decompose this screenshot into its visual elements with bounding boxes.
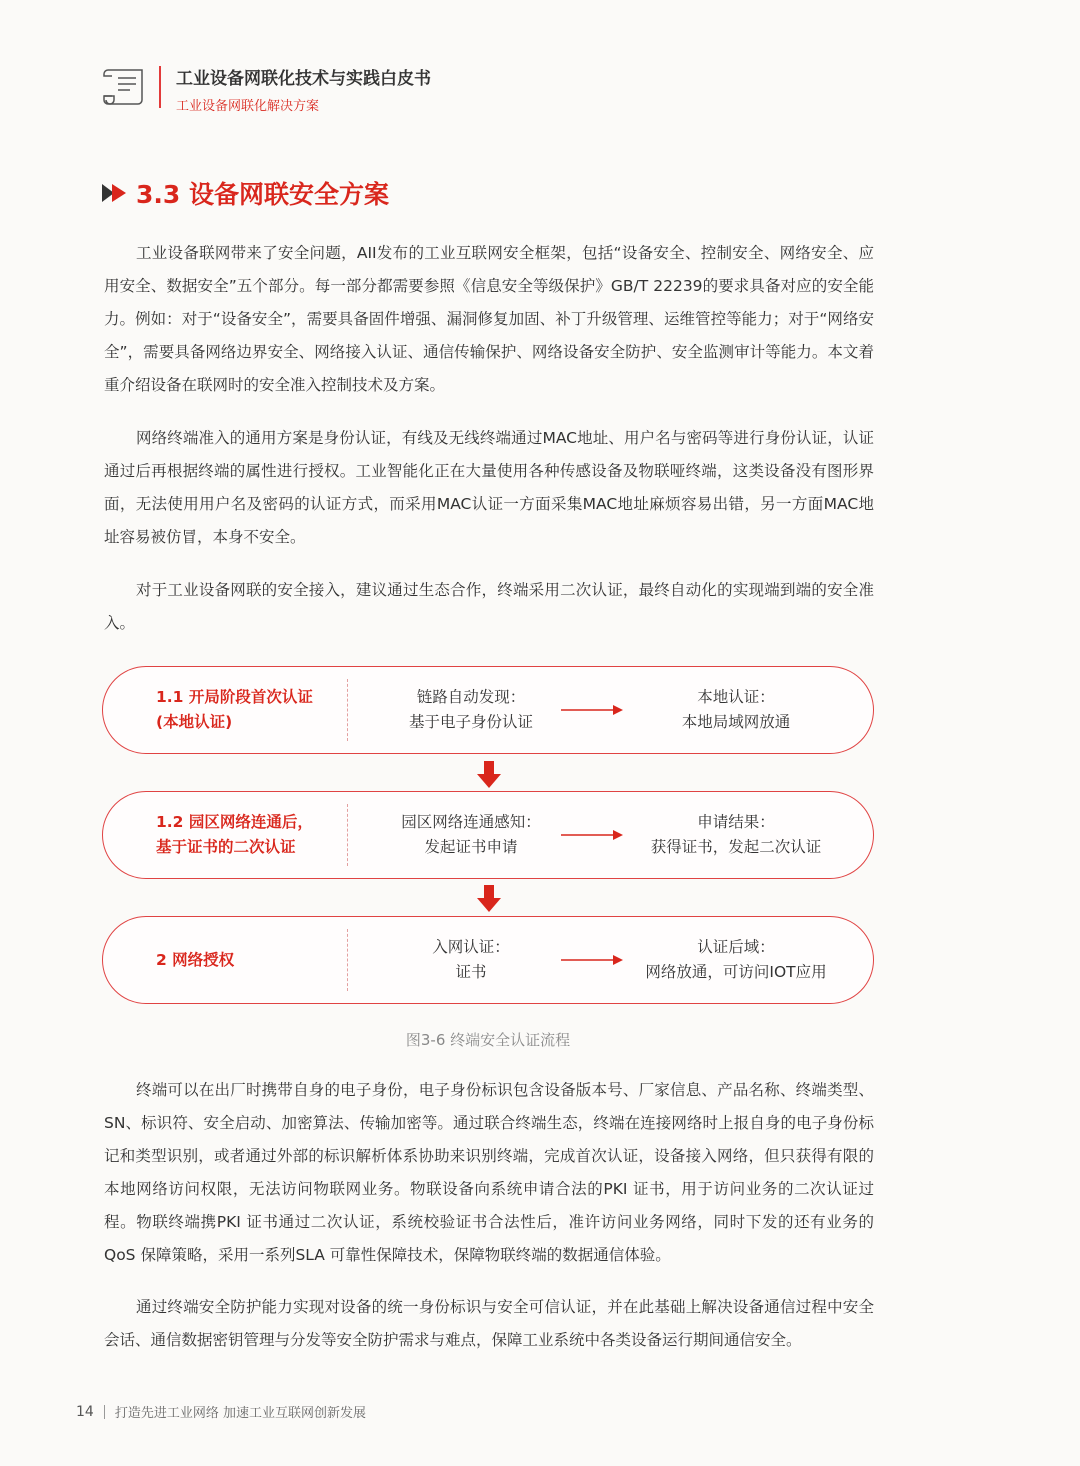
double-arrow-icon xyxy=(102,182,130,204)
flow-result-title: 认证后域： xyxy=(697,938,775,956)
flow-action-title: 入网认证： xyxy=(432,938,510,956)
paragraph-5: 通过终端安全防护能力实现对设备的统一身份标识与安全可信认证，并在此基础上解决设备通信过程中安全会话、通信数据密钥管理与分发等安全防护需求与难点，保障工业系统中各类设备运行期间通信安全。 xyxy=(104,1298,874,1349)
flow-result-detail: 网络放通，可访问IOT应用 xyxy=(645,963,827,981)
down-arrow-icon xyxy=(477,761,501,789)
flow-action xyxy=(371,667,571,753)
flow-result xyxy=(623,917,849,1003)
document-icon xyxy=(102,66,150,110)
section-title: 3.3 设备网联安全方案 xyxy=(136,180,389,209)
flow-action-title: 链路自动发现： xyxy=(416,688,526,706)
flow-result-title: 本地认证： xyxy=(697,688,775,706)
flow-action xyxy=(371,792,571,878)
paragraph-3: 对于工业设备网联的安全接入，建议通过生态合作，终端采用二次认证，最终自动化的实现端到端的安全准入。 xyxy=(104,581,874,632)
flow-action-detail: 发起证书申请 xyxy=(424,838,518,856)
flow-action xyxy=(371,917,571,1003)
figure-caption: 图3-6 终端安全认证流程 xyxy=(405,1031,571,1049)
right-arrow-icon xyxy=(561,953,623,967)
flow-stage-label xyxy=(156,667,313,753)
right-arrow-icon xyxy=(561,703,623,717)
paragraph-1: 工业设备联网带来了安全问题，AII发布的工业互联网安全框架，包括“设备安全、控制安全、网络安全、应用安全、数据安全”五个部分。每一部分都需要参照《信息安全等级保护》GB/T 22239的要求具备对应的安全能力。例如：对于“设备安全”，需要具备固件增强、漏洞修复加固、补丁升级管理、运维管控等能力；对于“网络安全”，需要具备网络边界安全、网络接入认证、通信传输保护、网络设备安全防护、安全监测审计等能力。本文着重介绍设备在联网时的安全准入控制技术及方案。 xyxy=(104,244,874,394)
flow-stage-line-1: 1.1 开局阶段首次认证 xyxy=(156,688,313,706)
paragraph-2: 网络终端准入的通用方案是身份认证，有线及无线终端通过MAC地址、用户名与密码等进行身份认证，认证通过后再根据终端的属性进行授权。工业智能化正在大量使用各种传感设备及物联哑终端，这类设备没有图形界面，无法使用用户名及密码的认证方式，而采用MAC认证一方面采集MAC地址麻烦容易出错，另一方面MAC地址容易被仿冒，本身不安全。 xyxy=(104,429,874,546)
section-heading xyxy=(102,176,389,210)
page-footer xyxy=(76,1402,366,1421)
footer-slogan: 打造先进工业网络 加速工业互联网创新发展 xyxy=(114,1406,366,1421)
paragraph-4: 终端可以在出厂时携带自身的电子身份，电子身份标识包含设备版本号、厂家信息、产品名称、终端类型、SN、标识符、安全启动、加密算法、传输加密等。通过联合终端生态，终端在连接网络时上报自身的电子身份标记和类型识别，或者通过外部的标识解析体系协助来识别终端，完成首次认证，设备接入网络，但只获得有限的本地网络访问权限，无法访问物联网业务。物联设备向系统申请合法的PKI 证书，用于访问业务的二次认证过程。物联终端携PKI 证书通过二次认证，系统校验证书合法性后，准许访问业务网络，同时下发的还有业务的QoS 保障策略，采用一系列SLA 可靠性保障技术，保障物联终端的数据通信体验。 xyxy=(104,1081,874,1264)
footer-divider xyxy=(104,1405,105,1419)
header-subtitle: 工业设备网联化解决方案 xyxy=(176,99,320,114)
flow-result xyxy=(623,667,849,753)
flow-stage-label xyxy=(156,917,234,1003)
down-arrow-icon xyxy=(477,885,501,913)
header-divider xyxy=(159,66,161,108)
flow-stage-line-1: 1.2 园区网络连通后， xyxy=(156,813,313,831)
flow-action-detail: 基于电子身份认证 xyxy=(408,713,533,731)
dashed-divider xyxy=(347,804,348,866)
flow-stage-line-2: (本地认证) xyxy=(156,713,233,731)
flow-stage-line-2: 基于证书的二次认证 xyxy=(156,838,296,856)
dashed-divider xyxy=(347,679,348,741)
flow-step-2 xyxy=(102,791,874,879)
flow-stage-label xyxy=(156,792,313,878)
flow-step-3 xyxy=(102,916,874,1004)
flow-action-detail: 证书 xyxy=(455,963,487,981)
flow-action-title: 园区网络连通感知： xyxy=(401,813,541,831)
flow-result-detail: 本地局域网放通 xyxy=(681,713,791,731)
flow-result xyxy=(623,792,849,878)
flow-result-detail: 获得证书，发起二次认证 xyxy=(650,838,822,856)
flow-step-1 xyxy=(102,666,874,754)
page-number: 14 xyxy=(76,1403,94,1420)
dashed-divider xyxy=(347,929,348,991)
flow-result-title: 申请结果： xyxy=(697,813,775,831)
flow-stage-line-1: 2 网络授权 xyxy=(156,950,235,969)
right-arrow-icon xyxy=(561,828,623,842)
header-title: 工业设备网联化技术与实践白皮书 xyxy=(176,69,431,89)
